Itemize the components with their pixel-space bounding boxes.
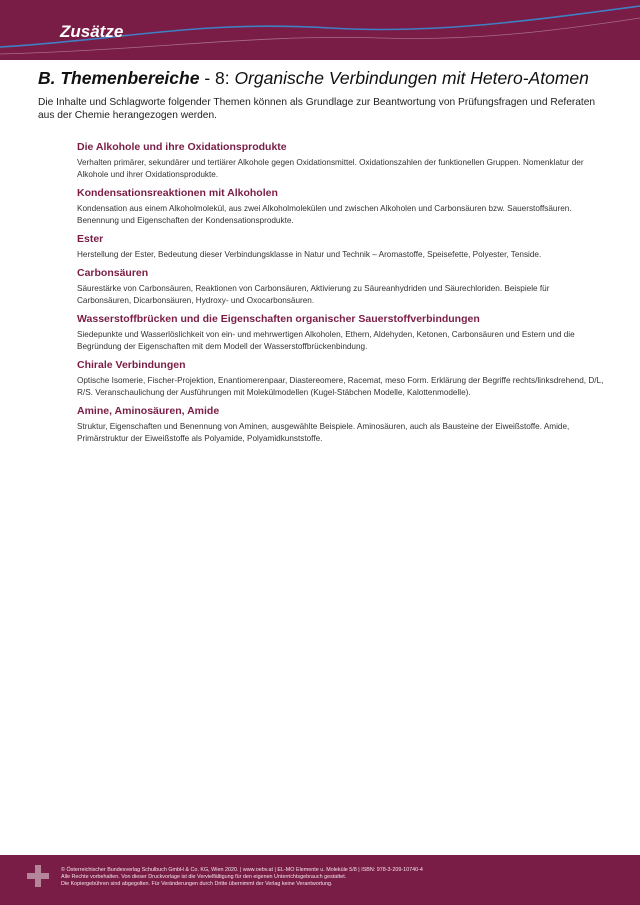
footer-legal-text	[61, 867, 631, 889]
topic-title: Kondensationsreaktionen mit Alkoholen	[77, 187, 278, 199]
topic-title: Wasserstoffbrücken und die Eigenschaften organischer Sauerstoffverbindungen	[77, 313, 480, 325]
publisher-logo-icon	[27, 865, 49, 887]
topic-text: Optische Isomerie, Fischer-Projektion, Enantiomerenpaar, Diastereomere, Racemat, meso Form. Erklärung der Begriffe rechts/linksdrehend, D/L, R/S. Veranschaulichung der Ausführungen mit Molekülmodellen (Kugel-Stäbchen Modelle, Kalottenmodelle).	[77, 376, 604, 397]
topic-item	[77, 405, 605, 445]
topic-text: Verhalten primärer, sekundärer und tertiärer Alkohole gegen Oxidationsmittel. Oxidationszahlen der funktionellen Gruppen. Nomenklatur der Alkohole und ihrer Oxidationsprodukte.	[77, 158, 584, 179]
footer-copyright: © Österreichischer Bundesverlag Schulbuch GmbH & Co. KG, Wien 2020. | www.oebv.at | EL-MO Elemente u. Moleküle 5/8 | ISBN: 978-3-209-10740-4	[61, 867, 423, 873]
topic-title: Chirale Verbindungen	[77, 359, 186, 371]
footer-rights: Alle Rechte vorbehalten. Von dieser Druckvorlage ist die Vervielfältigung für den eigenen Unterrichtsgebrauch gestattet.	[61, 874, 347, 881]
topic-list	[77, 141, 605, 451]
banner-title: Zusätze	[60, 22, 124, 41]
topic-item	[77, 187, 605, 227]
footer	[0, 855, 640, 905]
topic-item	[77, 233, 605, 261]
page-title-number: - 8:	[199, 68, 235, 88]
page-title	[38, 68, 618, 89]
topic-text: Struktur, Eigenschaften und Benennung von Aminen, ausgewählte Beispiele. Aminosäuren, auch als Bausteine der Eiweißstoffe. Amide, Primärstruktur der Eiweißstoffe als Polyamide, Polyamidkunststoffe.	[77, 422, 570, 443]
topic-item	[77, 313, 605, 353]
topic-title: Die Alkohole und ihre Oxidationsprodukte	[77, 141, 287, 153]
topic-text: Herstellung der Ester, Bedeutung dieser Verbindungsklasse in Natur und Technik – Aromastoffe, Speisefette, Polyester, Tenside.	[77, 250, 542, 259]
top-banner	[0, 0, 640, 60]
topic-title: Carbonsäuren	[77, 267, 149, 279]
page-title-subject: Organische Verbindungen mit Hetero-Atomen	[234, 68, 589, 88]
topic-text: Kondensation aus einem Alkoholmolekül, aus zwei Alkoholmolekülen und zwischen Alkoholen und Carbonsäuren bzw. Sauerstoffsäuren. Benennung und Eigenschaften der Kondensationsprodukte.	[77, 204, 572, 225]
topic-item	[77, 141, 605, 181]
topic-title: Ester	[77, 233, 104, 245]
footer-disclaimer: Die Kopiergebühren sind abgegolten. Für Veränderungen durch Dritte übernimmt der Verlag keine Verantwortung.	[61, 881, 333, 888]
topic-item	[77, 359, 605, 399]
topic-text: Siedepunkte und Wasserlöslichkeit von ein- und mehrwertigen Alkoholen, Ethern, Aldehyden, Ketonen, Carbonsäuren und Estern und die Begründung der Eigenschaften mit dem Modell der Wasserstoffbrückenbindung.	[77, 330, 575, 351]
page-title-part: B. Themenbereiche	[38, 68, 200, 88]
topic-title: Amine, Aminosäuren, Amide	[77, 405, 220, 417]
topic-text: Säurestärke von Carbonsäuren, Reaktionen von Carbonsäuren, Aktivierung zu Säureanhydriden und Säurechloriden. Beispiele für Carbonsäuren, Dicarbonsäuren, Hydroxy- und Oxocarbonsäuren.	[77, 284, 550, 305]
intro-text: Die Inhalte und Schlagworte folgender Themen können als Grundlage zur Beantwortung von Prüfungsfragen und Referaten aus der Chemie herangezogen werden.	[38, 97, 596, 121]
topic-item	[77, 267, 605, 307]
